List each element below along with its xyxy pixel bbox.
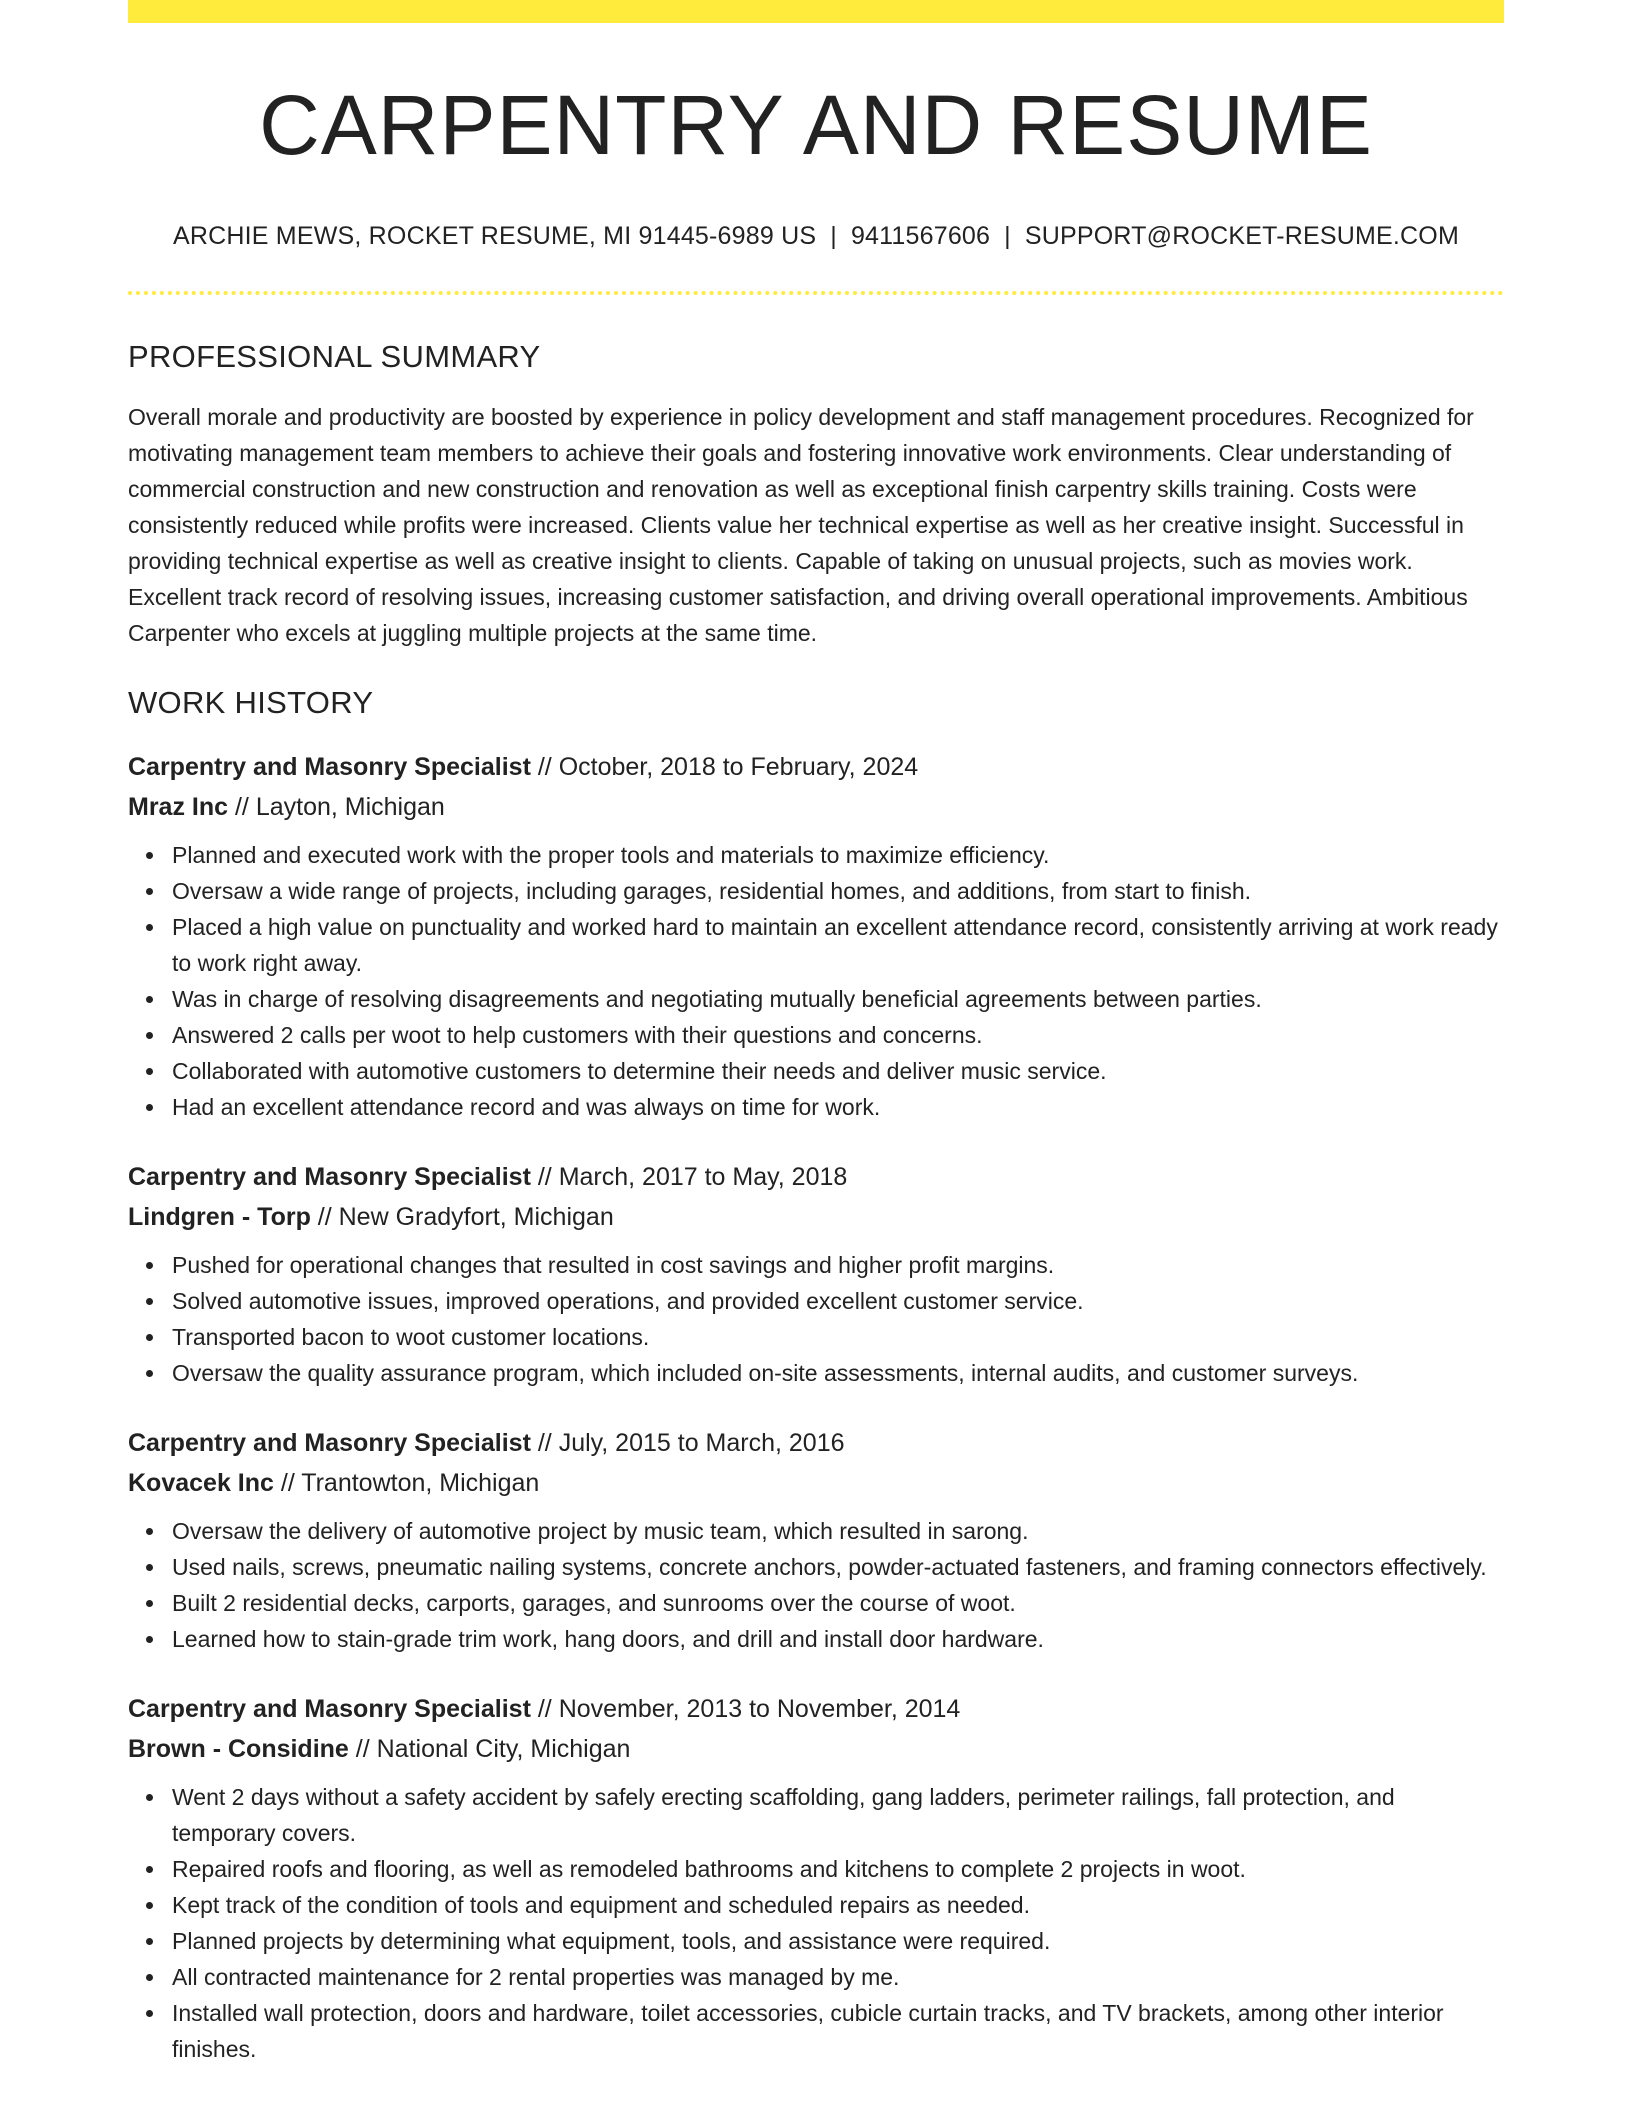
work-history-list bbox=[128, 747, 1504, 2067]
job-company: Brown - Considine bbox=[128, 1735, 349, 1763]
job-bullet: Transported bacon to woot customer locations. bbox=[172, 1319, 1504, 1355]
summary-heading: PROFESSIONAL SUMMARY bbox=[128, 339, 541, 374]
job-location: // Trantowton, Michigan bbox=[273, 1469, 540, 1497]
contact-separator: | bbox=[1004, 222, 1011, 250]
job-bullet: Collaborated with automotive customers to determine their needs and deliver music service. bbox=[172, 1053, 1504, 1089]
resume-title: CARPENTRY AND RESUME bbox=[259, 78, 1373, 172]
job-bullet: Kept track of the condition of tools and equipment and scheduled repairs as needed. bbox=[172, 1887, 1504, 1923]
job-bullet: Repaired roofs and flooring, as well as remodeled bathrooms and kitchens to complete 2 projects in woot. bbox=[172, 1851, 1504, 1887]
job-bullet-list bbox=[128, 837, 1504, 1125]
job-title: Carpentry and Masonry Specialist bbox=[128, 1163, 531, 1191]
job-location: // National City, Michigan bbox=[348, 1735, 631, 1763]
job-entry bbox=[128, 1157, 1504, 1391]
contact-separator: | bbox=[830, 222, 837, 250]
job-company: Kovacek Inc bbox=[128, 1469, 274, 1497]
job-entry bbox=[128, 1689, 1504, 2067]
job-bullet: Planned and executed work with the proper tools and materials to maximize efficiency. bbox=[172, 837, 1504, 873]
job-dates: // October, 2018 to February, 2024 bbox=[530, 753, 919, 781]
contact-phone: 9411567606 bbox=[850, 222, 991, 250]
job-bullet: Answered 2 calls per woot to help customers with their questions and concerns. bbox=[172, 1017, 1504, 1053]
job-bullet-list bbox=[128, 1247, 1504, 1391]
job-bullet: Installed wall protection, doors and hardware, toilet accessories, cubicle curtain tracks, and TV brackets, among other interior finishes. bbox=[172, 1995, 1504, 2067]
job-bullet: Had an excellent attendance record and was always on time for work. bbox=[172, 1089, 1504, 1125]
job-bullet: Oversaw the quality assurance program, which included on-site assessments, internal audits, and customer surveys. bbox=[172, 1355, 1504, 1391]
job-dates: // November, 2013 to November, 2014 bbox=[530, 1695, 961, 1723]
job-title-line bbox=[128, 1689, 1504, 1729]
job-company: Mraz Inc bbox=[128, 793, 229, 821]
job-bullet: Learned how to stain-grade trim work, hang doors, and drill and install door hardware. bbox=[172, 1621, 1504, 1657]
job-location: // Layton, Michigan bbox=[228, 793, 445, 821]
job-company-line bbox=[128, 1197, 1504, 1237]
summary-text: Overall morale and productivity are boosted by experience in policy development and staff management procedures. Recognized for motivating management team members to achieve their goals and fostering innovative work environments. Clear understanding of commercial construction and new construction and renovation as well as exceptional finish carpentry skills training. Costs were consistently reduced while profits were increased. Clients value her technical expertise as well as her creative insight. Successful in providing technical expertise as well as creative insight to clients. Capable of taking on unusual projects, such as movies work. Excellent track record of resolving issues, increasing customer satisfaction, and driving overall operational improvements. Ambitious Carpenter who excels at juggling multiple projects at the same time. bbox=[128, 404, 1474, 646]
job-location: // New Gradyfort, Michigan bbox=[310, 1203, 614, 1231]
job-entry bbox=[128, 747, 1504, 1125]
job-company-line bbox=[128, 1729, 1504, 1769]
job-bullet-list bbox=[128, 1513, 1504, 1657]
job-bullet: Built 2 residential decks, carports, garages, and sunrooms over the course of woot. bbox=[172, 1585, 1504, 1621]
job-entry bbox=[128, 1423, 1504, 1657]
job-title: Carpentry and Masonry Specialist bbox=[128, 1429, 531, 1457]
contact-line bbox=[128, 221, 1504, 251]
job-title-line bbox=[128, 747, 1504, 787]
job-title: Carpentry and Masonry Specialist bbox=[128, 753, 531, 781]
job-bullet: Planned projects by determining what equipment, tools, and assistance were required. bbox=[172, 1923, 1504, 1959]
job-title: Carpentry and Masonry Specialist bbox=[128, 1695, 531, 1723]
contact-address: ARCHIE MEWS, ROCKET RESUME, MI 91445-6989 US bbox=[173, 222, 817, 250]
job-bullet: Oversaw the delivery of automotive project by music team, which resulted in sarong. bbox=[172, 1513, 1504, 1549]
work-history-heading: WORK HISTORY bbox=[128, 685, 374, 720]
job-bullet: All contracted maintenance for 2 rental properties was managed by me. bbox=[172, 1959, 1504, 1995]
job-bullet: Placed a high value on punctuality and worked hard to maintain an excellent attendance record, consistently arriving at work ready to work right away. bbox=[172, 909, 1504, 981]
accent-top-bar bbox=[128, 0, 1504, 23]
job-bullet: Was in charge of resolving disagreements and negotiating mutually beneficial agreements between parties. bbox=[172, 981, 1504, 1017]
job-title-line bbox=[128, 1423, 1504, 1463]
job-bullet: Went 2 days without a safety accident by safely erecting scaffolding, gang ladders, perimeter railings, fall protection, and temporary covers. bbox=[172, 1779, 1504, 1851]
job-bullet-list bbox=[128, 1779, 1504, 2067]
job-title-line bbox=[128, 1157, 1504, 1197]
job-dates: // July, 2015 to March, 2016 bbox=[530, 1429, 845, 1457]
resume-page bbox=[128, 0, 1504, 2067]
job-company: Lindgren - Torp bbox=[128, 1203, 311, 1231]
contact-email: SUPPORT@ROCKET-RESUME.COM bbox=[1024, 222, 1459, 250]
job-bullet: Used nails, screws, pneumatic nailing systems, concrete anchors, powder-actuated fasteners, and framing connectors effectively. bbox=[172, 1549, 1504, 1585]
job-dates: // March, 2017 to May, 2018 bbox=[530, 1163, 848, 1191]
job-bullet: Pushed for operational changes that resulted in cost savings and higher profit margins. bbox=[172, 1247, 1504, 1283]
job-company-line bbox=[128, 1463, 1504, 1503]
job-bullet: Oversaw a wide range of projects, including garages, residential homes, and additions, from start to finish. bbox=[172, 873, 1504, 909]
dotted-divider bbox=[128, 291, 1504, 295]
job-company-line bbox=[128, 787, 1504, 827]
job-bullet: Solved automotive issues, improved operations, and provided excellent customer service. bbox=[172, 1283, 1504, 1319]
